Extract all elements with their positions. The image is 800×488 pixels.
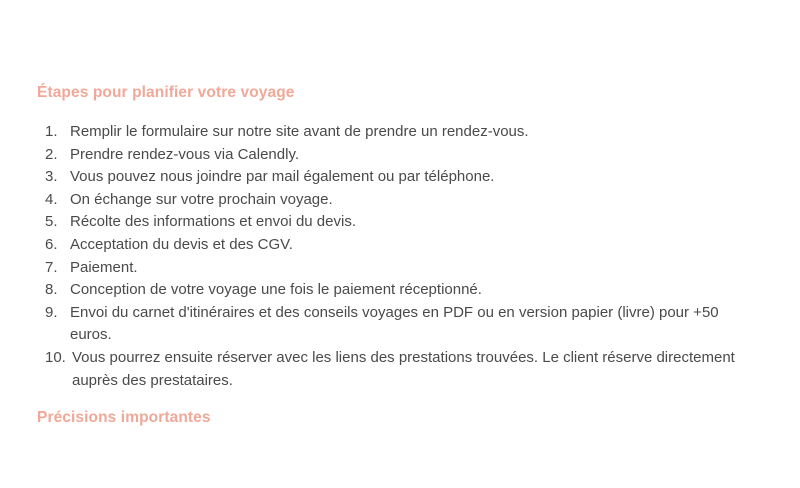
notes-heading: Précisions importantes [37,409,211,426]
step-text: Conception de votre voyage une fois le paiement réceptionné. [70,281,482,299]
step-number: 9. [45,303,58,321]
step-text: On échange sur votre prochain voyage. [70,190,333,208]
step-number: 7. [45,258,58,276]
step-number: 3. [45,168,58,186]
step-number: 10. [45,348,66,366]
step-text: Remplir le formulaire sur notre site avant de prendre un rendez-vous. [70,123,529,140]
list-item [37,144,757,167]
step-text: Vous pouvez nous joindre par mail également ou par téléphone. [70,168,495,186]
step-number: 8. [45,281,58,299]
list-item [37,166,757,189]
step-number: 6. [45,235,58,253]
step-number: 4. [45,190,58,208]
list-item [37,121,757,144]
list-item [37,257,757,280]
step-text: Paiement. [70,258,138,276]
list-item [37,347,757,392]
list-item [37,211,757,234]
step-text: Récolte des informations et envoi du devis. [70,213,356,231]
step-number: 1. [45,123,58,140]
steps-list [37,121,757,392]
list-item [37,234,757,257]
step-number: 5. [45,213,58,231]
list-item [37,279,757,302]
steps-heading: Étapes pour planifier votre voyage [37,84,295,101]
step-number: 2. [45,145,58,163]
step-text: Prendre rendez-vous via Calendly. [70,145,300,163]
step-text: Vous pourrez ensuite réserver avec les liens des prestations trouvées. Le client réserve directement auprès des prestataires. [72,348,735,389]
list-item [37,302,757,347]
step-text: Envoi du carnet d'itinéraires et des conseils voyages en PDF ou en version papier (livre) pour +50 euros. [70,303,719,344]
step-text: Acceptation du devis et des CGV. [70,235,293,253]
list-item [37,189,757,212]
